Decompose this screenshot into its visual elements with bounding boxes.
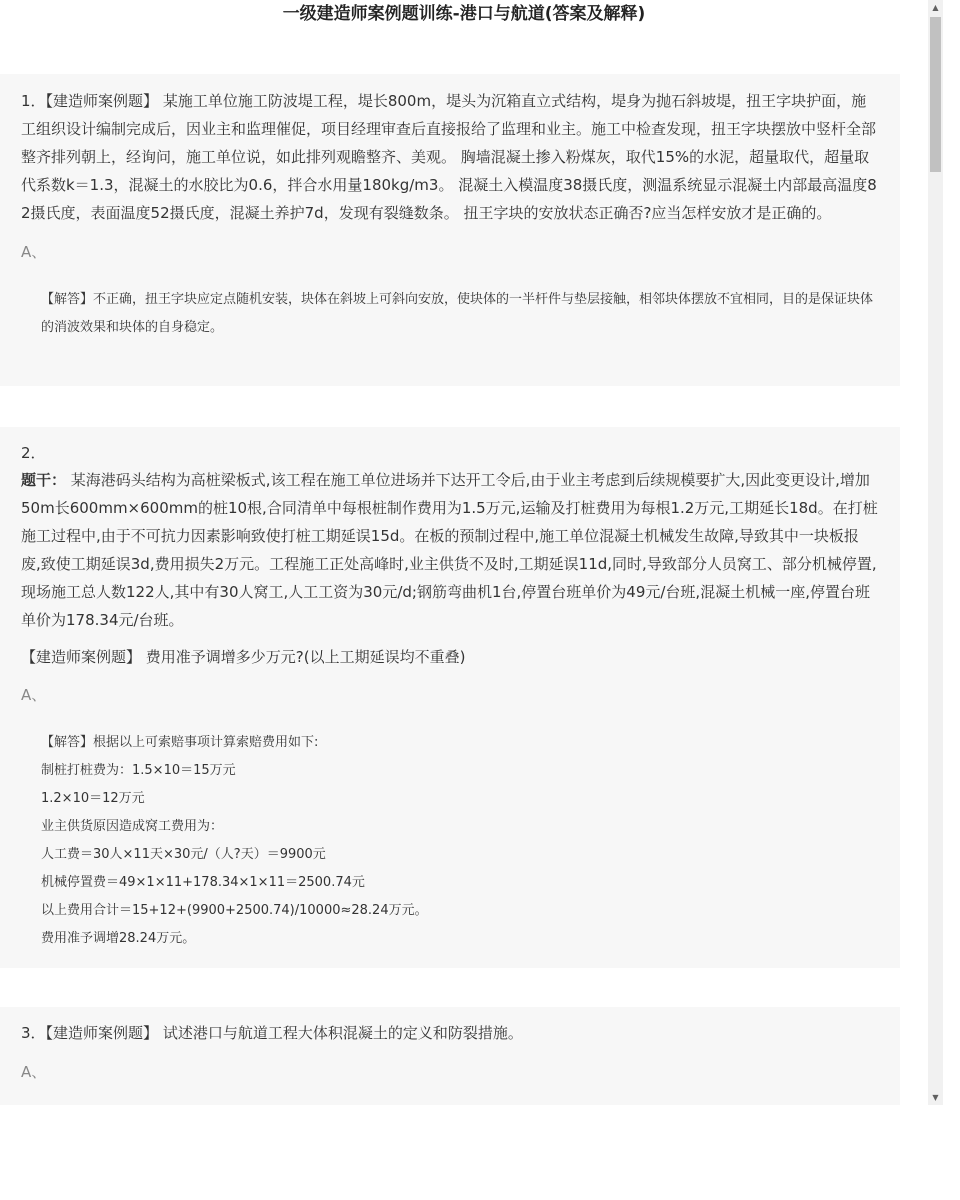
question-2-answer-label: A、 (21, 686, 47, 704)
question-1-body: 某施工单位施工防波堤工程，堤长800m，堤头为沉箱直立式结构，堤身为抛石斜坡堤，扭王字块护面，施工组织设计编制完成后，因业主和监理催促，项目经理审查后直接报给了监理和业主。施工中检查发现，扭王字块摆放中竖杆全部整齐排列朝上，经询问，施工单位说，如此排列观瞻整齐、美观。 胸墙混凝土掺入粉煤灰，取代15%的水泥，超量取代，超量取代系数k＝1.3，混凝土的水胶比为0.6，拌合水用量180kg/m3。 混凝土入模温度38摄氏度，测温系统显示混凝土内部最高温度82摄氏度，表面温度52摄氏度，混凝土养护7d，发现有裂缝数条。 扭王字块的安放状态正确否?应当怎样安放才是正确的。 (21, 92, 877, 222)
explanation-line: 以上费用合计＝15+12+(9900+2500.74)/10000≈28.24万元。 (41, 903, 428, 918)
explanation-line: 人工费＝30人×11天×30元/（人?天）＝9900元 (41, 847, 326, 862)
question-2-tag: 【建造师案例题】 (21, 648, 142, 666)
explanation-line: 制桩打桩费为：1.5×10＝15万元 (41, 763, 236, 778)
question-3-tag: 【建造师案例题】 (45, 1024, 159, 1042)
scroll-up-arrow-icon[interactable]: ▲ (932, 3, 939, 12)
question-2-sub-text: 费用准予调增多少万元?(以上工期延误均不重叠) (145, 648, 466, 666)
question-card-2 (0, 427, 900, 968)
question-1-tag: 【建造师案例题】 (45, 92, 159, 110)
question-1-text (21, 74, 878, 227)
question-2-stem-text: 某海港码头结构为高桩梁板式,该工程在施工单位进场并下达开工令后,由于业主考虑到后续规模要扩大,因此变更设计,增加50m长600mm×600mm的桩10根,合同清单中每根桩制作费用为1.5万元,运输及打桩费用为每根1.2万元,工期延长18d。在打桩施工过程中,由于不可抗力因素影响致使打桩工期延误15d。在板的预制过程中,施工单位混凝土机械发生故障,导致其中一块板报废,致使工期延误3d,费用损失2万元。工程施工正处高峰时,业主供货不及时,工期延误11d,同时,导致部分人员窝工、部分机械停置,现场施工总人数122人,其中有30人窝工,人工工资为30元/d;钢筋弯曲机1台,停置台班单价为49元/台班,混凝土机械一座,停置台班单价为178.34元/台班。 (21, 471, 878, 629)
question-2-stem (21, 466, 878, 634)
question-2-stem-label: 题干： (21, 471, 67, 489)
question-1-number: 1． (21, 92, 46, 110)
page-title: 一级建造师案例题训练-港口与航道(答案及解释) (282, 4, 646, 24)
question-1-answer-label: A、 (21, 243, 47, 261)
question-3-number: 3． (21, 1024, 46, 1042)
question-2-subquestion (21, 644, 878, 670)
question-2-number: 2． (21, 444, 46, 462)
question-3-body: 试述港口与航道工程大体积混凝土的定义和防裂措施。 (162, 1024, 523, 1042)
scrollbar-thumb[interactable] (930, 17, 941, 172)
explanation-line: 【解答】根据以上可索赔事项计算索赔费用如下: (41, 735, 319, 750)
question-card-1 (0, 74, 900, 386)
question-1-explanation: 【解答】不正确，扭王字块应定点随机安装，块体在斜坡上可斜向安放，使块体的一半杆件与垫层接触，相邻块体摆放不宜相同，目的是保证块体的消波效果和块体的自身稳定。 (41, 292, 874, 335)
explanation-line: 费用准予调增28.24万元。 (41, 931, 196, 946)
question-card-3 (0, 1007, 900, 1105)
explanation-line: 机械停置费＝49×1×11+178.34×1×11＝2500.74元 (41, 875, 365, 890)
explanation-line: 业主供货原因造成窝工费用为： (41, 819, 224, 834)
scroll-down-arrow-icon[interactable]: ▼ (932, 1093, 939, 1102)
explanation-line: 1.2×10＝12万元 (41, 791, 145, 806)
vertical-scrollbar[interactable] (928, 0, 943, 1105)
question-3-text (21, 1007, 878, 1047)
question-2-explanation (21, 729, 878, 953)
question-3-answer-label: A、 (21, 1063, 47, 1081)
